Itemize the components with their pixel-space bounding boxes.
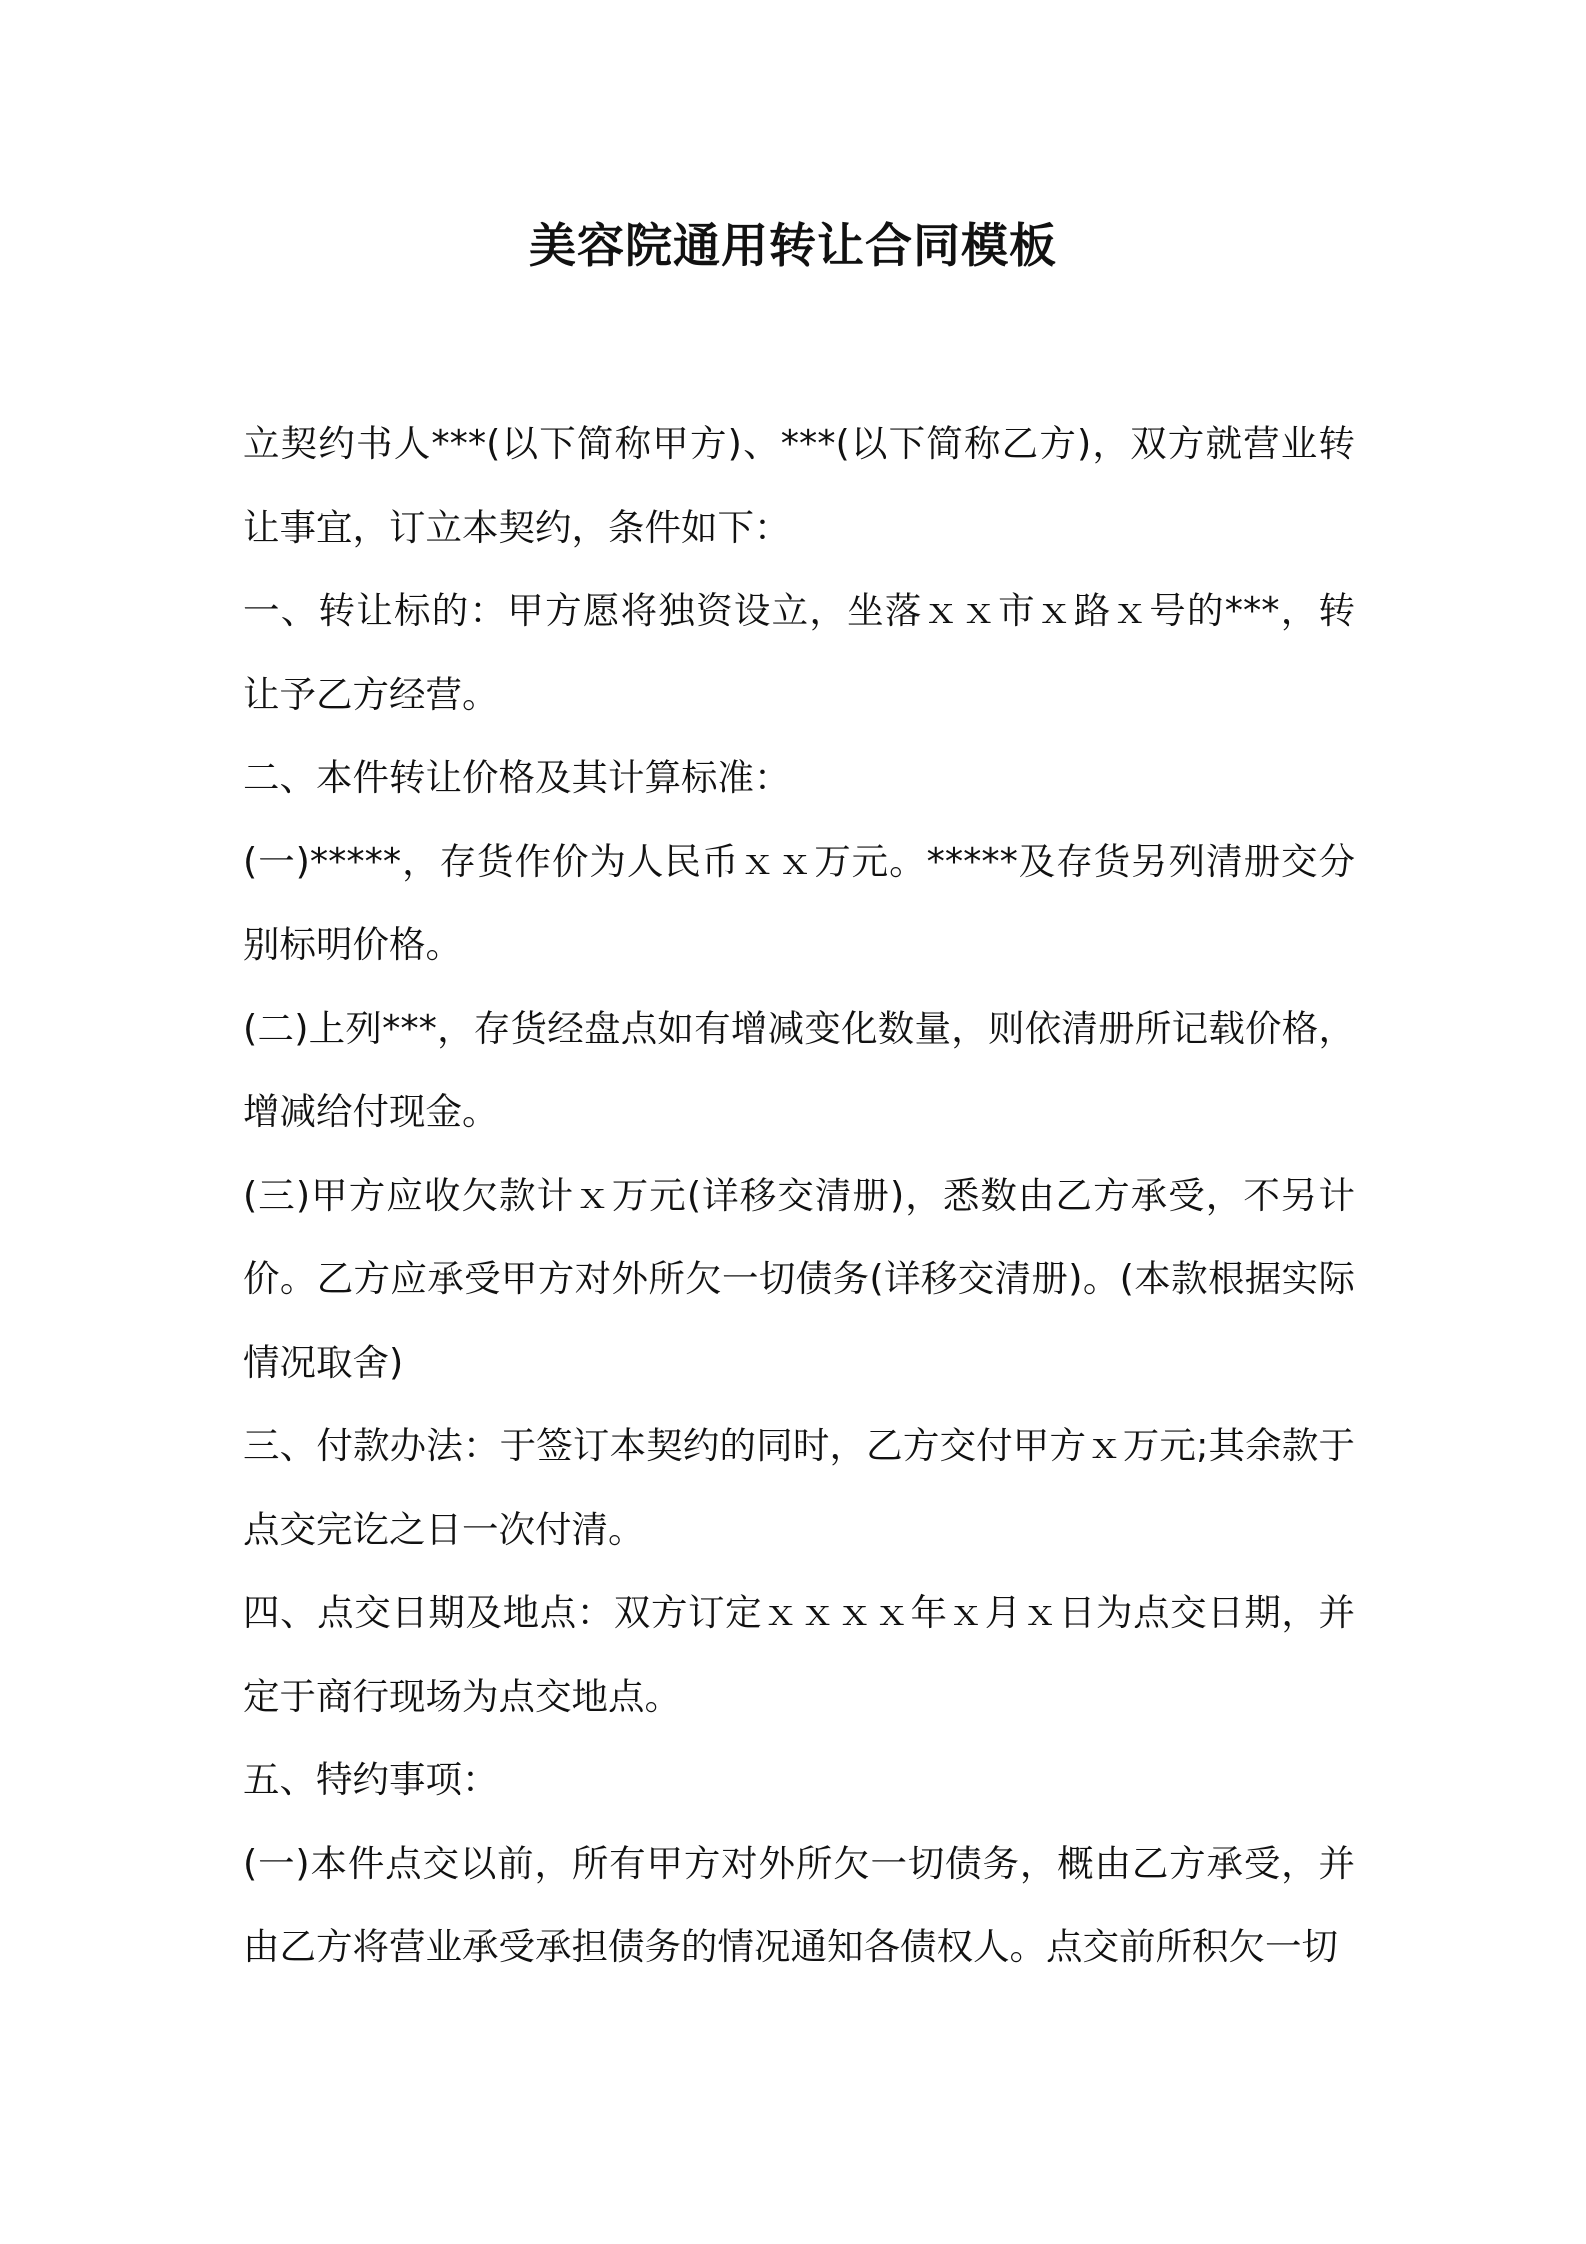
paragraph-clause-1: 一、转让标的：甲方愿将独资设立，坐落ｘｘ市ｘ路ｘ号的***，转让予乙方经营。: [243, 589, 1355, 716]
paragraph-clause-5-1: (一)本件点交以前，所有甲方对外所欠一切债务，概由乙方承受，并由乙方将营业承受承担债务的情况通知各债权人。点交前所积欠一切: [243, 1841, 1355, 1968]
paragraph-clause-3: 三、付款办法：于签订本契约的同时，乙方交付甲方ｘ万元;其余款于点交完讫之日一次付清。: [243, 1424, 1355, 1551]
paragraph-preamble: 立契约书人***(以下简称甲方)、***(以下简称乙方)，双方就营业转让事宜，订立本契约，条件如下：: [243, 422, 1355, 549]
paragraph-clause-5: 五、特约事项：: [243, 1758, 499, 1801]
paragraph-clause-2-1: (一)*****，存货作价为人民币ｘｘ万元。*****及存货另列清册交分别标明价格。: [243, 839, 1355, 966]
document-body: [243, 402, 1355, 1989]
document-title: 美容院通用转让合同模板: [529, 219, 1057, 274]
paragraph-clause-2-3: (三)甲方应收欠款计ｘ万元(详移交清册)，悉数由乙方承受，不另计价。乙方应承受甲方对外所欠一切债务(详移交清册)。(本款根据实际情况取舍): [243, 1173, 1355, 1384]
paragraph-clause-2: 二、本件转让价格及其计算标准：: [243, 756, 791, 799]
paragraph-clause-4: 四、点交日期及地点：双方订定ｘｘｘｘ年ｘ月ｘ日为点交日期，并定于商行现场为点交地点。: [243, 1591, 1355, 1718]
paragraph-clause-2-2: (二)上列***，存货经盘点如有增减变化数量，则依清册所记载价格，增减给付现金。: [243, 1006, 1355, 1133]
